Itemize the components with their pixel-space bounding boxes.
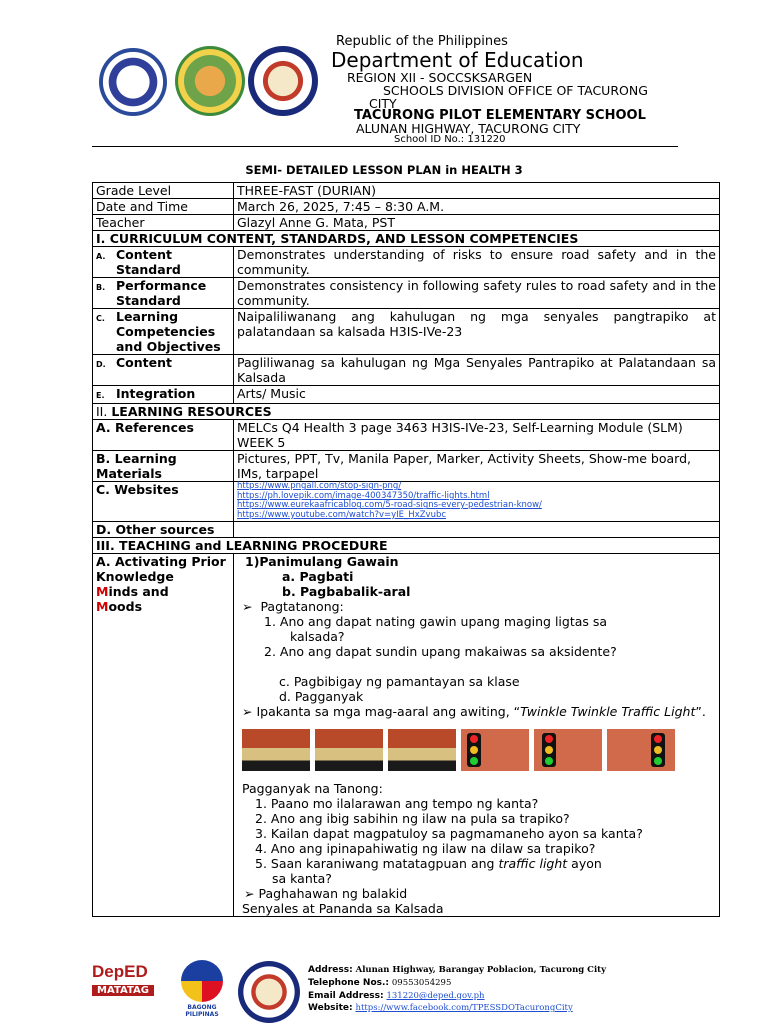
section1-heading: I. CURRICULUM CONTENT, STANDARDS, AND LESSON COMPETENCIES (93, 231, 720, 247)
pamantayan-item: c. Pagbibigay ng pamantayan sa klase (279, 674, 520, 689)
table-row (93, 183, 720, 199)
traffic-light-thumbnail[interactable] (607, 729, 675, 771)
matatag-text: MATATAG (92, 985, 154, 996)
teacher-value: Glazyl Anne G. Mata, PST (234, 215, 720, 231)
ipakanta-item: ➢ Ipakanta sa mga mag-aaral ang awiting, “Twinkle Twinkle Traffic Light”. (242, 704, 706, 719)
table-row (93, 451, 720, 482)
table-row (93, 386, 720, 404)
row-letter: A. (96, 252, 106, 261)
section2-prefix: II. (96, 404, 108, 419)
question-item: 5. Saan karaniwang matatagpuan ang traffic light ayon (255, 856, 602, 871)
content-label: Content (116, 355, 172, 370)
traffic-light-thumbnail[interactable] (534, 729, 602, 771)
table-row (93, 278, 720, 309)
date-time-label: Date and Time (93, 199, 234, 215)
email-link[interactable]: 131220@deped.gov.ph (386, 991, 485, 1001)
activating-label: A. Activating Prior Knowledge (96, 554, 226, 584)
video-thumbnail[interactable] (315, 729, 383, 771)
deped-logo-text: DepED (92, 962, 148, 981)
school-name: TACURONG PILOT ELEMENTARY SCHOOL (354, 108, 646, 123)
competencies-value: Naipaliliwanang ang kahulugan ng mga senyales pangtrapiko at palatandaan sa kalsada H3IS-IVe-23 (234, 309, 720, 355)
pagtatanong-item: ➢ Pagtatanong: (242, 599, 344, 614)
references-value: MELCs Q4 Health 3 page 3463 H3IS-IVe-23, Self-Learning Module (SLM) WEEK 5 (234, 420, 720, 451)
integration-label: Integration (116, 386, 196, 401)
content-standard-value: Demonstrates understanding of risks to ensure road safety and in the community. (234, 247, 720, 278)
websites-label: C. Websites (93, 482, 234, 522)
grade-level-value: THREE-FAST (DURIAN) (234, 183, 720, 199)
bagong-pilipinas-text: BAGONG PILIPINAS (185, 1004, 219, 1018)
table-row (93, 309, 720, 355)
question-item: 2. Ano ang ibig sabihin ng ilaw na pula sa trapiko? (255, 811, 570, 826)
question-item: 1. Paano mo ilalarawan ang tempo ng kanta? (255, 796, 539, 811)
table-row (93, 247, 720, 278)
website-footer-link[interactable]: https://www.facebook.com/TPESSDOTacurongCity (355, 1003, 573, 1013)
table-row (93, 554, 720, 917)
content-value: Pagliliwanag sa kahulugan ng Mga Senyales Pantrapiko at Palatandaan sa Kalsada (234, 355, 720, 386)
school-id: School ID No.: 131220 (394, 134, 506, 145)
panimula-heading: 1)Panimulang Gawain (245, 554, 399, 569)
lesson-plan-table (92, 182, 720, 917)
region-text: REGION XII - SOCCSKSARGEN (347, 70, 533, 85)
deped-seal (99, 48, 167, 116)
row-letter: E. (96, 391, 105, 400)
row-letter: B. (96, 283, 106, 292)
footer-email: Email Address: 131220@deped.gov.ph (308, 991, 485, 1001)
other-sources-label: D. Other sources (93, 522, 234, 538)
pagbabalik-item: b. Pagbabalik-aral (282, 584, 411, 599)
integration-value: Arts/ Music (234, 386, 720, 404)
header-rule (92, 146, 678, 147)
question-item: 2. Ano ang dapat sundin upang makaiwas sa aksidente? (264, 644, 617, 659)
question-item: 1. Ano ang dapat nating gawin upang maging ligtas sa (264, 614, 608, 629)
materials-value: Pictures, PPT, Tv, Manila Paper, Marker, Activity Sheets, Show-me board, IMs, tarpapel (234, 451, 720, 482)
tanong-heading: Pagganyak na Tanong: (242, 781, 383, 796)
school-address: ALUNAN HIGHWAY, TACURONG CITY (356, 121, 581, 136)
table-row (93, 215, 720, 231)
table-row (93, 482, 720, 522)
arrow-bullet-icon: ➢ (242, 599, 253, 614)
references-label: A. References (93, 420, 234, 451)
grade-level-label: Grade Level (93, 183, 234, 199)
traffic-light-thumbnail[interactable] (461, 729, 529, 771)
website-link[interactable]: https://www.pngall.com/stop-sign-png/ (237, 481, 402, 491)
table-row (93, 522, 720, 538)
pagbati-item: a. Pagbati (282, 569, 354, 584)
content-standard-label: Content Standard (116, 247, 181, 277)
other-sources-value (234, 522, 720, 538)
bagong-pilipinas-logo (173, 960, 231, 1018)
deped-matatag-logo (92, 962, 154, 1012)
section2-heading: LEARNING RESOURCES (111, 404, 272, 419)
department-text: Department of Education (331, 48, 584, 72)
section-heading-row (93, 231, 720, 247)
question-item-cont: sa kanta? (272, 871, 332, 886)
republic-text: Republic of the Philippines (336, 34, 508, 49)
website-link[interactable]: https://ph.lovepik.com/image-400347350/traffic-lights.html (237, 490, 490, 501)
arrow-bullet-icon: ➢ (242, 704, 253, 719)
footer-address: Address: Alunan Highway, Barangay Poblacion, Tacurong City (308, 965, 607, 975)
footer-telephone: Telephone Nos.: 09553054295 (308, 978, 452, 988)
competencies-label: Learning Competencies and Objectives (116, 309, 221, 354)
pagganyak-item: d. Pagganyak (279, 689, 364, 704)
bagong-pilipinas-emblem-icon (181, 960, 223, 1002)
footer-website: Website: https://www.facebook.com/TPESSDOTacurongCity (308, 1003, 573, 1013)
division-city-text: CITY (369, 96, 397, 111)
row-letter: D. (96, 360, 106, 369)
teacher-label: Teacher (93, 215, 234, 231)
moods-label: Moods (96, 599, 143, 614)
table-row (93, 420, 720, 451)
section-heading-row (93, 404, 720, 420)
question-item: 4. Ano ang ipinapahiwatig ng ilaw na dilaw sa trapiko? (255, 841, 596, 856)
website-link[interactable]: https://www.eurekaafricablog.com/5-road-signs-every-pedestrian-know/ (237, 500, 542, 511)
video-thumbnails (242, 729, 716, 771)
table-row (93, 355, 720, 386)
row-letter: C. (96, 314, 105, 323)
table-row (93, 199, 720, 215)
division-seal (175, 46, 245, 116)
senyales-item: Senyales at Pananda sa Kalsada (242, 901, 444, 916)
minds-label: Minds and (96, 584, 169, 599)
section3-heading: III. TEACHING and LEARNING PROCEDURE (93, 538, 720, 554)
paghahawan-item: ➢ Paghahawan ng balakid (244, 886, 408, 901)
footer-school-seal (238, 961, 300, 1023)
performance-standard-value: Demonstrates consistency in following safety rules to road safety and in the community. (234, 278, 720, 309)
question-item-cont: kalsada? (290, 629, 345, 644)
school-seal (248, 46, 318, 116)
performance-standard-label: Performance Standard (116, 278, 207, 308)
document-title: SEMI- DETAILED LESSON PLAN in HEALTH 3 (245, 163, 523, 177)
materials-label: B. Learning Materials (93, 451, 234, 482)
video-thumbnail[interactable] (388, 729, 456, 771)
section-heading-row (93, 538, 720, 554)
video-thumbnail[interactable] (242, 729, 310, 771)
arrow-bullet-icon: ➢ (244, 886, 255, 901)
website-link[interactable]: https://www.youtube.com/watch?v=yIE_HxZvubc (237, 509, 447, 520)
question-item: 3. Kailan dapat magpatuloy sa pagmamaneho ayon sa kanta? (255, 826, 643, 841)
division-text: SCHOOLS DIVISION OFFICE OF TACURONG (383, 83, 648, 98)
date-time-value: March 26, 2025, 7:45 – 8:30 A.M. (234, 199, 720, 215)
